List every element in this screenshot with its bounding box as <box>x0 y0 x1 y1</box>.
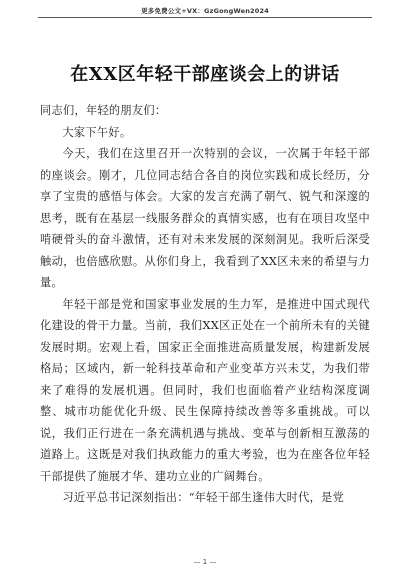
header-note: 更多免费公文+VX：GzGongWen2024 <box>141 7 269 15</box>
header-divider <box>38 17 372 18</box>
document-body <box>40 100 370 509</box>
page-number: — 1 — <box>193 558 217 566</box>
paragraph-opening: 今天，我们在这里召开一次特别的会议，一次属于年轻干部的座谈会。刚才，几位同志结合各自的岗位实践和成长经历，分享了宝贵的感悟与体会。大家的发言充满了朝气、锐气和深邃的思考，既有在基层一线服务群众的真情实感，也有在项目攻坚中啃硬骨头的奋斗激情，还有对未来发展的深刻洞见。我听后深受触动，也倍感欣慰。从你们身上，我看到了XX区未来的希望与力量。 <box>40 147 370 289</box>
paragraph-quote: 习近平总书记深刻指出：“年轻干部生逢伟大时代，是党 <box>62 491 345 504</box>
document-title: 在XX区年轻干部座谈会上的讲话 <box>70 64 340 85</box>
salutation: 同志们，年轻的朋友们： <box>40 104 167 117</box>
paragraph-greeting: 大家下午好。 <box>62 125 132 139</box>
paragraph-context: 年轻干部是党和国家事业发展的生力军，是推进中国式现代化建设的骨干力量。当前，我们XX区正处在一个前所未有的关键发展时期。宏观上看，国家正全面推进高质量发展，构建新发展格局；区域内，新一轮科技革命和产业变革方兴未艾，为我们带来了难得的发展机遇。但同时，我们也面临着产业结构深度调整、城市功能优化升级、民生保障持续改善等多重挑战。可以说，我们正行进在一条充满机遇与挑战、变革与创新相互激荡的道路上。这既是对我们执政能力的重大考验，也为在座各位年轻干部提供了施展才华、建功立业的广阔舞台。 <box>40 297 370 483</box>
